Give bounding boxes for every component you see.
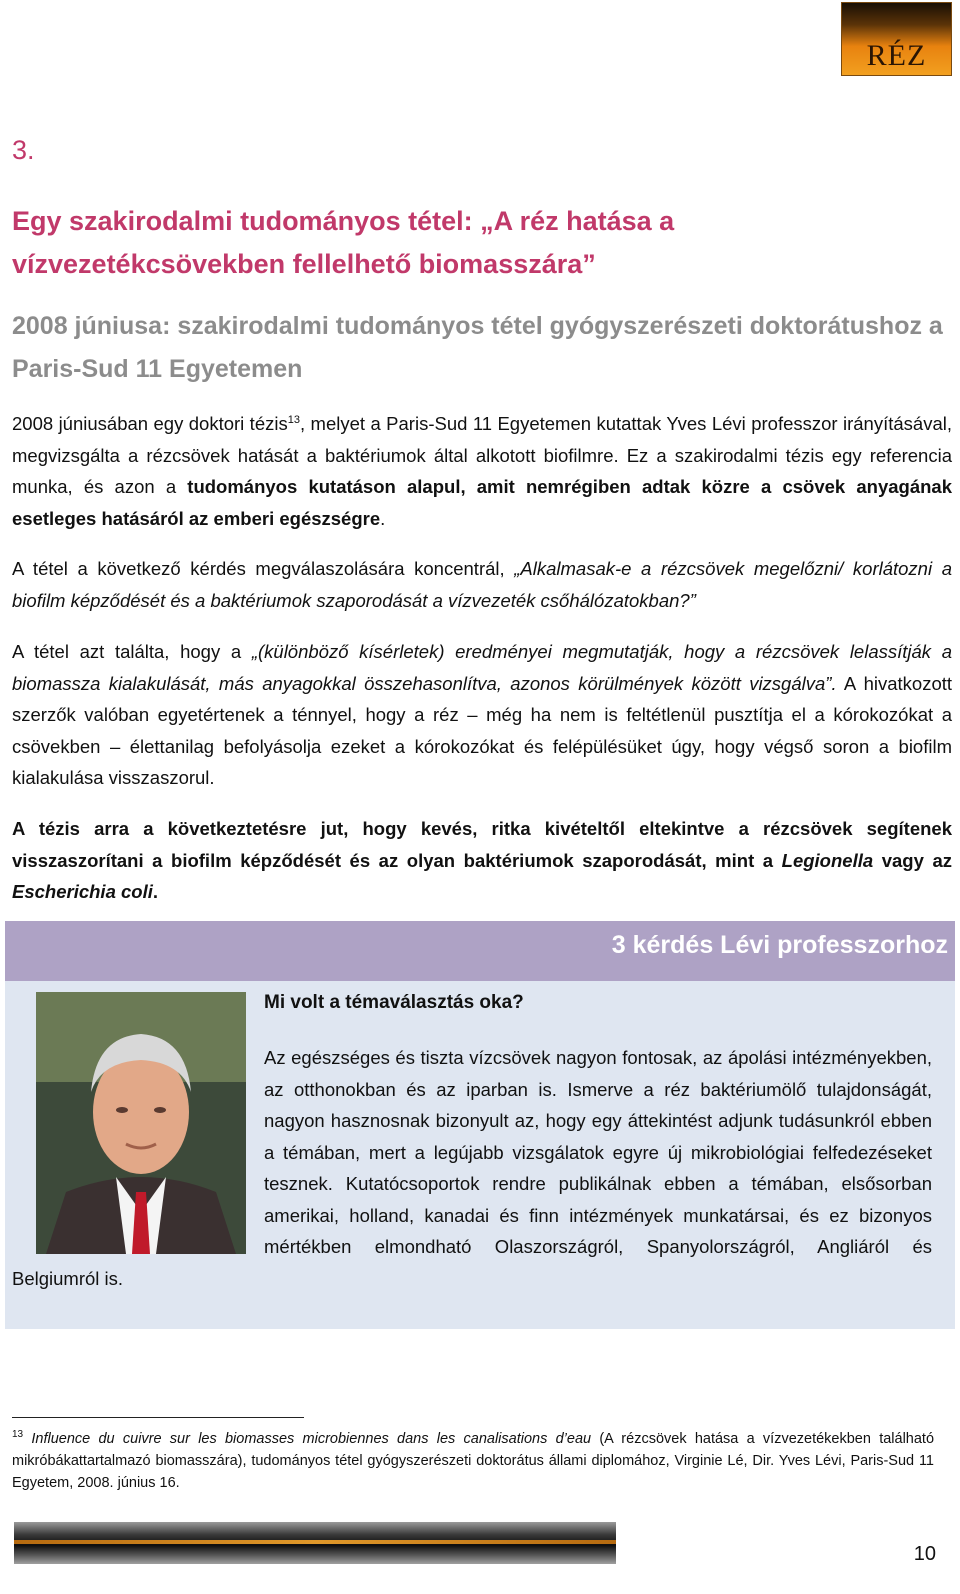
paragraph-findings-rest: A hivatkozott szerzők valóban egyetértenek a ténnyel, hogy a réz – még ha nem is feltétlenül pusztítja el a kórokozókat a csövekben – élettanilag befolyásolja ezeket a kórokozókat és felépülésüket úgy, hogy végső soron a biofilm kialakulása visszaszorul. [12,672,953,788]
paragraph-intro-end: . [380,507,386,529]
page-title: Egy szakirodalmi tudományos tétel: „A réz hatása a vízvezetékcsövekben fellelhető biomasszára” [12,206,675,279]
interview-answer: Az egészséges és tiszta vízcsövek nagyon fontosak, az ápolási intézményekben, az otthonokban és az iparban is. Ismerve a réz baktériumölő tulajdonságát, nagyon hasznosnak bizonyult az, hogy egy áttekintést adjunk tudásunkról ebben a témában, mert a legújabb vizsgálatok egyre új mikrobiológiai felfedezéseket tesznek. Kutatócsoportok rendre publikálnak ebben a témában, elsősorban amerikai, holland, kanadai és finn intézmények munkatársai, és ez bizonyos mértékben elmondható Olaszországról, Spanyolországról, Angliáról és Belgiumról is. [12,1047,932,1289]
paragraph-conclusion-text: A tézis arra a következtetésre jut, hogy kevés, ritka kivételtől eltekintve a rézcsövek segítenek visszaszorítani a biofilm képződését és az olyan baktériumok szaporodását, mint a [12,818,952,871]
paragraph-conclusion-end: . [152,881,159,902]
footnote-source-title: Influence du cuivre sur les biomasses microbiennes dans les canalisations d’eau [31,1431,592,1447]
paragraph-findings [12,636,952,794]
legionella-term: Legionella [781,849,874,871]
paragraph-intro [12,408,952,534]
interview-banner [5,921,955,981]
photo-spacer [12,1042,264,1260]
section-number: 3. [12,135,35,165]
footnote-text: (A rézcsövek hatása a vízvezetékekben található mikróbákattartalmazó biomasszára), tudományos tétel gyógyszerészeti doktorátus állami diplomához, Virginie Lé, Dir. Yves Lévi, Paris-Sud 11 Egyetem, 2008. június 16. [12,1431,935,1491]
footnote [12,1428,934,1494]
paragraph-intro-text-cont: , melyet a Paris-Sud 11 Egyetemen kutattak Yves Lévi professzor irányításával, megvizsgálta a rézcsövek hatását a baktériumok által alkotott biofilmre. Ez a szakirodalmi tézis egy referencia munka, és azon a [12,413,952,497]
footer-copper-bar [14,1522,616,1564]
rez-logo [841,2,952,76]
interview-question: Mi volt a témaválasztás oka? [264,992,524,1013]
paragraph-question-text: A tétel a következő kérdés megválaszolására koncentrál, [12,558,515,579]
footnote-reference: 13 [287,413,300,426]
logo-text: RÉZ [866,39,927,72]
page-number: 10 [913,1543,936,1565]
paragraph-conclusion-mid: vagy az [873,849,952,871]
paragraph-findings-text: A tétel azt találta, hogy a [12,641,252,662]
paragraph-intro-text: 2008 júniusában egy doktori tézis [12,413,288,434]
paragraph-intro-bold: tudományos kutatáson alapul, amit nemrégiben adtak közre a csövek anyagának esetleges hatásáról az emberi egészségre [12,476,953,529]
interview-answer-block [12,1042,932,1294]
paragraph-conclusion [12,813,952,908]
page-subtitle: 2008 júniusa: szakirodalmi tudományos tétel gyógyszerészeti doktorátushoz a Paris-Sud 11 Egyetemen [12,312,943,383]
paragraph-question [12,553,952,616]
paragraph-findings-quote: „(különböző kísérletek) eredményei megmutatják, hogy a rézcsövek lelassítják a biomassza kialakulását, más anyagokkal összehasonlítva, azonos körülmények között vizsgálva”. [12,641,952,694]
interview-heading: 3 kérdés Lévi professzorhoz [611,931,948,959]
ecoli-term: Escherichia coli [12,881,153,902]
footnote-divider [12,1417,304,1418]
paragraph-question-quote: „Alkalmasak-e a rézcsövek megelőzni/ korlátozni a biofilm képződését és a baktériumok szaporodását a vízvezeték csőhálózatokban?” [12,558,952,611]
footnote-number: 13 [12,1429,24,1441]
